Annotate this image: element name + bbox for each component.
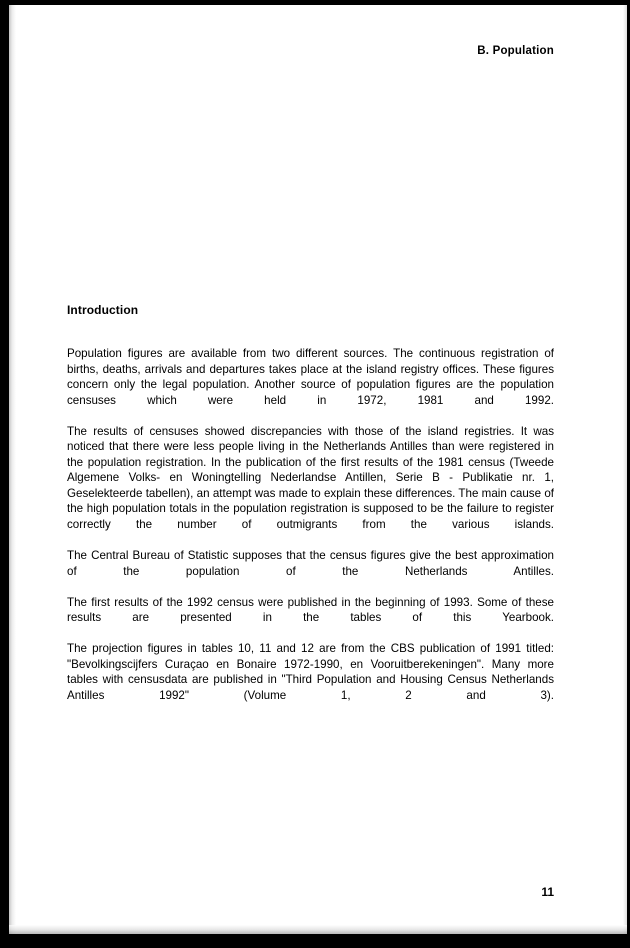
paragraph: The projection figures in tables 10, 11 and 12 are from the CBS publication of 1991 titled: "Bevolkingscijfers Curaçao en Bonaire 1972-1990, en Vooruitberekeningen". Many more tables with censusdata are published in "Third Population and Housing Census Netherlands Antilles 1992" (Volume 1, 2 and 3). [67, 642, 554, 703]
paragraph: The results of censuses showed discrepancies with those of the island registries. It was noticed that there were less people living in the Netherlands Antilles than were registered in the population registration. In the publication of the first results of the 1981 census (Tweede Algemene Volks- en Woningtelling Nederlandse Antillen, Serie B - Publikatie nr. 1, Geselekteerde tabellen), an attempt was made to explain these differences. The main cause of the high population totals in the population registration is supposed to be the failure to register correctly the number of outmigrants from the various islands. [67, 424, 554, 532]
paragraph: The first results of the 1992 census were published in the beginning of 1993. Some of these results are presented in the tables of this Yearbook. [67, 595, 554, 625]
document-page [9, 5, 627, 934]
paragraph: Population figures are available from two different sources. The continuous registration of births, deaths, arrivals and departures takes place at the island registry offices. These figures concern only the legal population. Another source of population figures are the population censuses which were held in 1972, 1981 and 1992. [67, 347, 554, 407]
body-text [67, 346, 554, 719]
paragraph: The Central Bureau of Statistic supposes that the census figures give the best approximation of the population of the Netherlands Antilles. [67, 549, 554, 578]
page-number: 11 [541, 885, 554, 899]
section-heading: Introduction [67, 303, 139, 317]
running-header: B. Population [477, 45, 554, 57]
